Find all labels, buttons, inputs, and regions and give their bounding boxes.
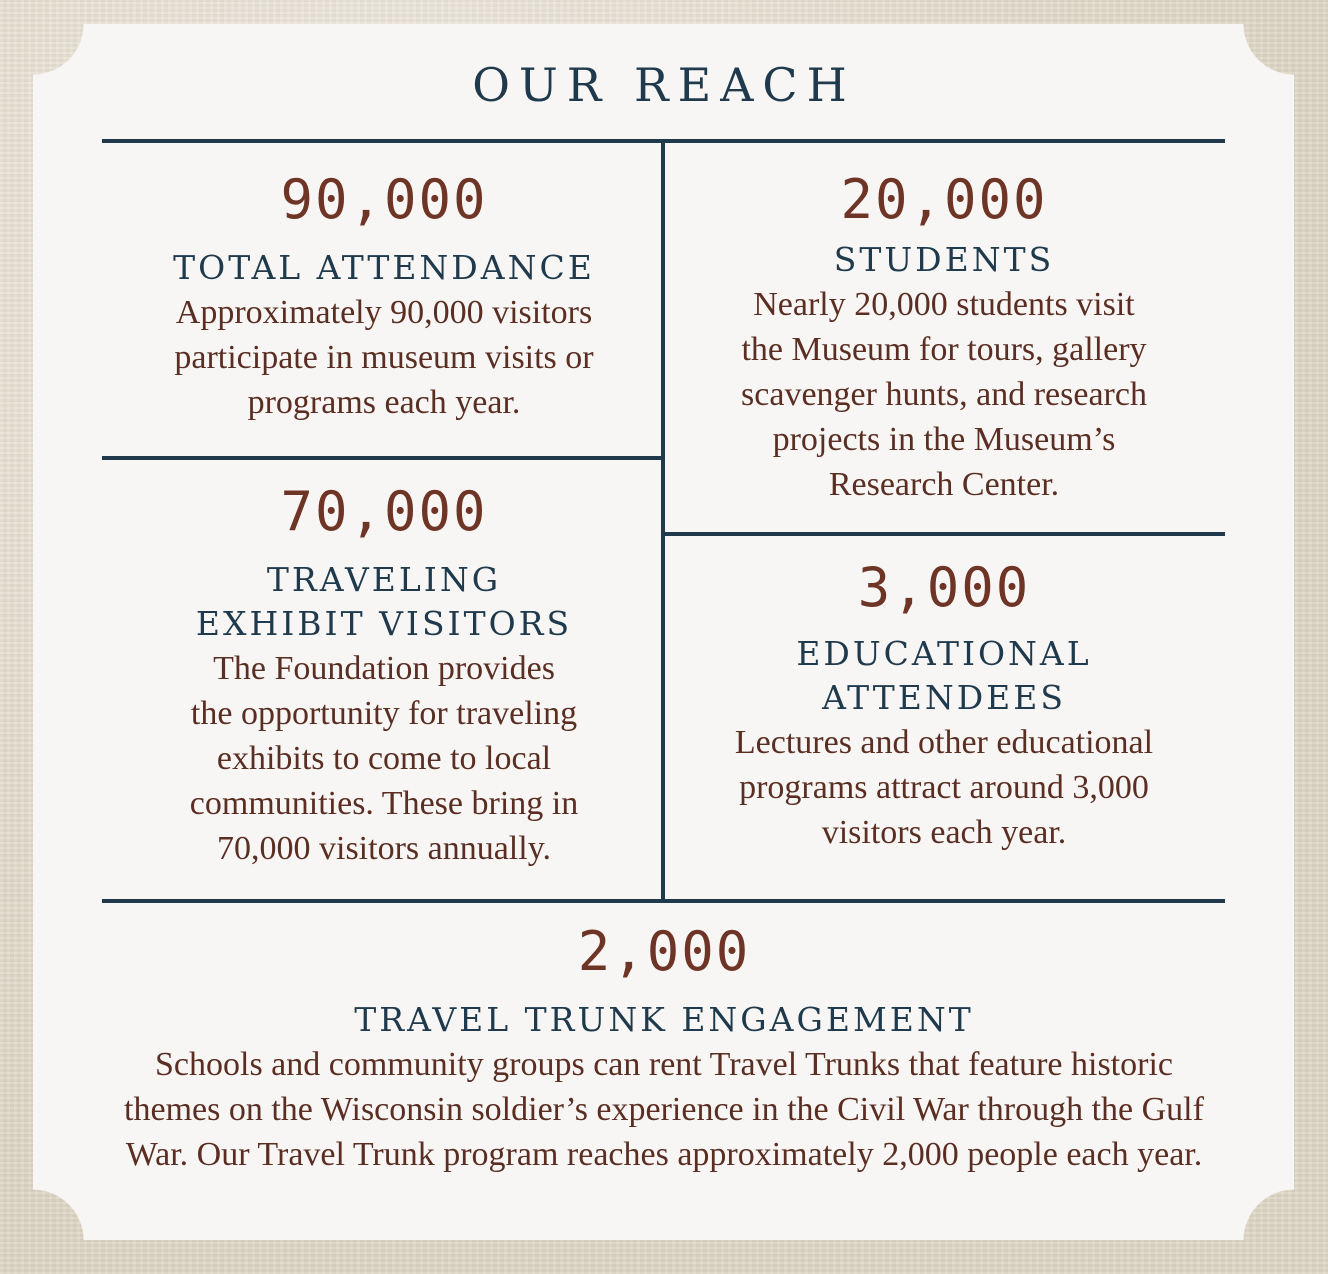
stat-travel-trunk — [70, 920, 1258, 1177]
stat-description: Lectures and other educational programs attract around 3,000 visitors each year. — [734, 724, 1154, 851]
stat-label: STUDENTS — [833, 240, 1055, 279]
stat-description: Nearly 20,000 students visit the Museum for tours, gallery scavenger hunts, and research projects in the Museum’s Research Center. — [741, 286, 1147, 503]
stat-students — [668, 168, 1220, 507]
stat-number: 20,000 — [840, 168, 1048, 231]
stat-description: The Foundation provides the opportunity for traveling exhibits to come to local communities. These bring in 70,000 visitors annually. — [189, 650, 579, 867]
stat-label: EDUCATIONAL ATTENDEES — [796, 634, 1092, 717]
stat-educational-attendees — [668, 556, 1220, 855]
stat-description: Schools and community groups can rent Travel Trunks that feature historic themes on the Wisconsin soldier’s experience in the Civil War through the Gulf War. Our Travel Trunk program reaches approximately 2,000 people each year. — [124, 1046, 1204, 1173]
stat-number: 70,000 — [280, 480, 488, 543]
left-middle-divider — [102, 456, 663, 460]
stat-description: Approximately 90,000 visitors participate in museum visits or programs each year. — [174, 294, 594, 421]
center-vertical-divider — [661, 143, 665, 902]
stat-number: 3,000 — [857, 556, 1031, 619]
stat-traveling-exhibit — [110, 480, 658, 871]
right-middle-divider — [663, 532, 1225, 536]
stat-label: TRAVEL TRUNK ENGAGEMENT — [354, 1000, 974, 1039]
stat-number: 2,000 — [577, 920, 751, 983]
stat-label: TRAVELING EXHIBIT VISITORS — [195, 560, 573, 643]
stat-total-attendance — [110, 168, 658, 425]
stat-label: TOTAL ATTENDANCE — [173, 248, 595, 287]
page-title: OUR REACH — [472, 58, 856, 112]
bottom-divider — [102, 899, 1225, 903]
stat-number: 90,000 — [280, 168, 488, 231]
